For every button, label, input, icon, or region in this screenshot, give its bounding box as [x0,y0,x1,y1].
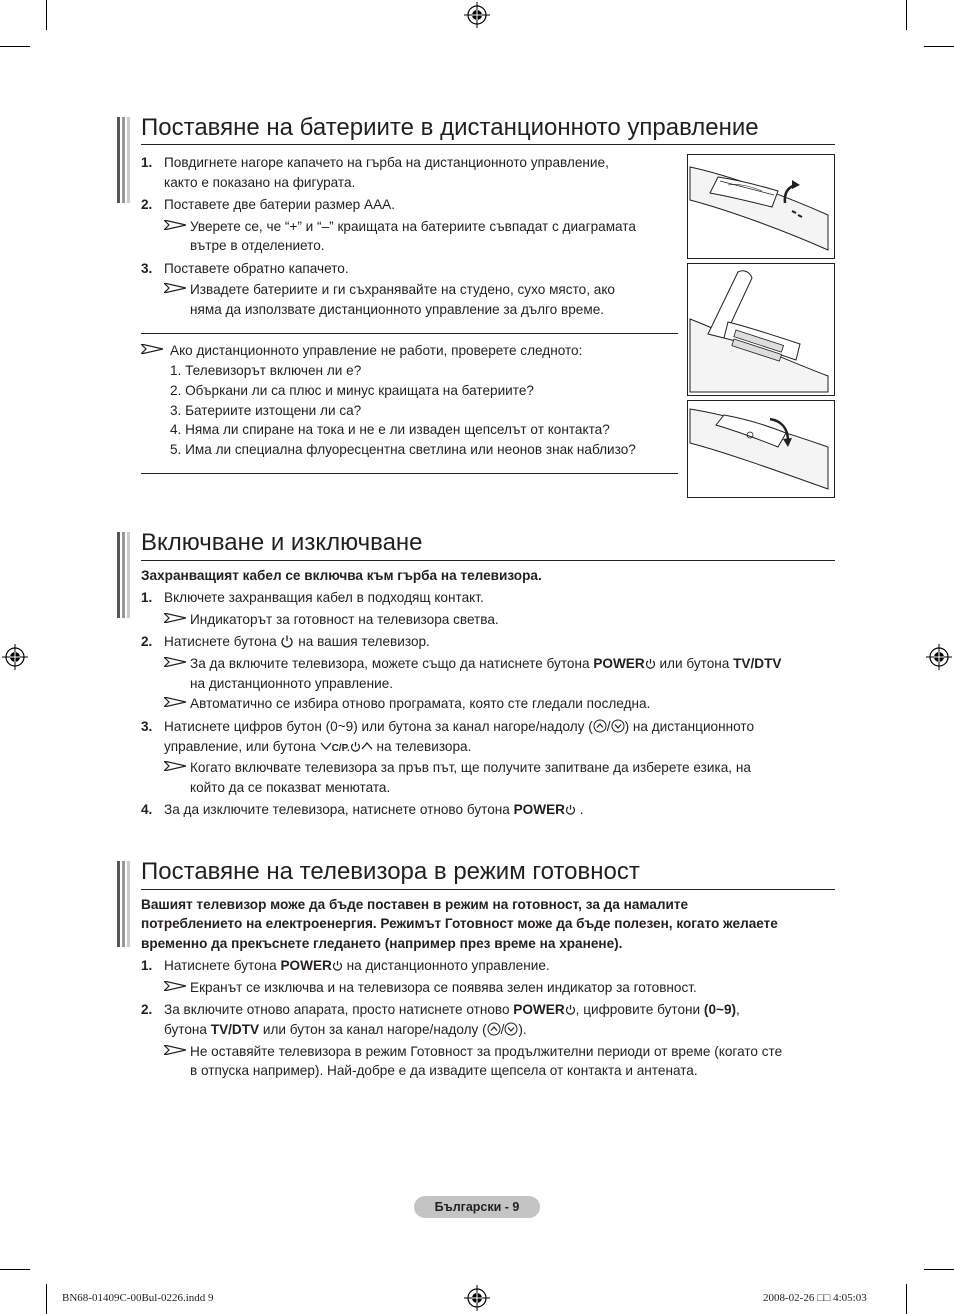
power-icon [645,658,656,669]
crop-mark [46,0,47,30]
step-number: 1. [141,958,153,973]
step-text: За включите отново апарата, просто натиснете отново POWER , цифровите бутони (0~9), [164,1002,740,1017]
lead-text: потреблението на електроенергия. Режимът Готовност може да бъде полезен, когато желаете [141,916,778,931]
lead-text: Захранващият кабел се включва към гърба на телевизора. [141,568,542,583]
step-number: 2. [141,1002,153,1017]
note-arrow-icon [164,657,186,667]
title-rule [141,144,835,145]
crop-mark [924,1269,954,1270]
step-number: 2. [141,634,153,649]
step-text: управление, или бутона C/P. на телевизора. [164,739,472,754]
note-text: За да включите телевизора, можете също да натиснете бутона POWER или бутона TV/DTV [190,656,782,671]
registration-mark-icon [926,644,952,670]
troubleshoot-item: 1. Телевизорът включен ли е? [170,363,362,378]
lead-text: временно да прекъснете гледането (например през време на хранене). [141,936,623,951]
crop-mark [0,1269,30,1270]
chevron-up-icon [361,741,373,751]
note-arrow-icon [164,981,186,991]
step-text: бутона TV/DTV или бутон за канал нагоре/надолу ( / ). [164,1022,527,1037]
step-text: За да изключите телевизора, натиснете отново бутона POWER . [164,802,584,817]
title-rule [141,560,835,561]
section-title-power: Включване и изключване [141,529,423,556]
title-rule [141,889,835,890]
note-text: Когато включвате телевизора за пръв път, ще получите запитване да изберете езика, на [190,760,751,775]
note-text: Уверете се, че “+” и “–” краищата на батериите съвпадат с диаграмата [190,219,636,234]
note-text: няма да използвате дистанционното управление за дълго време. [190,302,605,317]
section-bar [117,117,131,203]
section-title-standby: Поставяне на телевизора в режим готовност [141,858,640,885]
note-text: Индикаторът за готовност на телевизора светва. [190,612,499,627]
note-text: вътре в отделението. [190,238,325,253]
step-text: Включете захранващия кабел в подходящ контакт. [164,590,484,605]
power-icon [332,960,343,971]
registration-mark-icon [464,1285,490,1311]
note-text: на дистанционното управление. [190,676,394,691]
step-text: Натиснете бутона POWER на дистанционното управление. [164,958,550,973]
channel-down-icon [611,719,625,733]
power-icon [565,804,576,815]
step-text: Поставете две батерии размер AAA. [164,197,395,212]
note-text: Не оставяйте телевизора в режим Готовност за продължителни периоди от време (когато сте [190,1044,783,1059]
note-arrow-icon [164,761,186,771]
section-title-batteries: Поставяне на батериите в дистанционното управление [141,114,759,141]
note-arrow-icon [164,697,186,707]
power-button-icon [280,634,294,648]
step-number: 1. [141,590,153,605]
section-bar [117,532,131,618]
power-icon [565,1004,576,1015]
note-text: който да се показват менютата. [190,780,391,795]
note-text: Извадете батериите и ги съхранявайте на студено, сухо място, ако [190,282,615,297]
channel-up-icon [593,719,607,733]
step-text: Поставете обратно капачето. [164,261,349,276]
troubleshoot-item: 3. Батериите изтощени ли са? [170,403,362,418]
note-text: Автоматично се избира отново програмата, която сте гледали последна. [190,696,651,711]
registration-mark-icon [2,644,28,670]
step-number: 4. [141,802,153,817]
troubleshoot-item: 5. Има ли специална флуоресцентна светлина или неонов знак наблизо? [170,442,636,457]
step-text: както е показано на фигурата. [164,175,356,190]
remote-figure-batteries [687,263,835,396]
step-text: Повдигнете нагоре капачето на гърба на дистанционното управление, [164,155,609,170]
lead-text: Вашият телевизор може да бъде поставен в режим на готовност, за да намалите [141,897,689,912]
crop-mark [46,1284,47,1314]
step-text: Натиснете цифров бутон (0~9) или бутона за канал нагоре/надолу ( / ) на дистанционното [164,719,755,734]
note-arrow-icon [164,1045,186,1055]
registration-mark-icon [464,2,490,28]
divider [141,473,678,474]
step-number: 1. [141,155,153,170]
channel-down-icon [504,1022,518,1036]
crop-mark [906,1284,907,1314]
remote-figure-open-cover [687,154,835,259]
chevron-down-icon [320,741,332,751]
section-bar [117,861,131,947]
troubleshoot-item: 4. Няма ли спиране на тока и не е ли изваден щепселът от контакта? [170,422,610,437]
power-icon [350,741,361,752]
note-arrow-icon [164,220,186,230]
note-arrow-icon [164,283,186,293]
crop-mark [0,46,30,47]
note-text: в отпуска например). Най-добре е да извадите щепсела от контакта и антената. [190,1063,698,1078]
note-arrow-icon [141,344,163,354]
remote-figure-close-cover [687,400,835,498]
print-slug-file: BN68-01409C-00Bul-0226.indd 9 [62,1292,214,1304]
note-arrow-icon [164,613,186,623]
print-slug-date: 2008-02-26 □□ 4:05:03 [763,1292,867,1304]
step-text: Натиснете бутона на вашия телевизор. [164,634,430,649]
crop-mark [924,46,954,47]
page-number-badge: Български - 9 [414,1196,540,1218]
crop-mark [906,0,907,30]
note-text: Екранът се изключва и на телевизора се появява зелен индикатор за готовност. [190,980,697,995]
step-number: 3. [141,719,153,734]
troubleshoot-intro: Ако дистанционното управление не работи, проверете следното: [170,343,583,358]
step-number: 2. [141,197,153,212]
troubleshoot-item: 2. Объркани ли са плюс и минус краищата на батериите? [170,383,534,398]
divider [141,333,678,334]
channel-up-icon [487,1022,501,1036]
step-number: 3. [141,261,153,276]
